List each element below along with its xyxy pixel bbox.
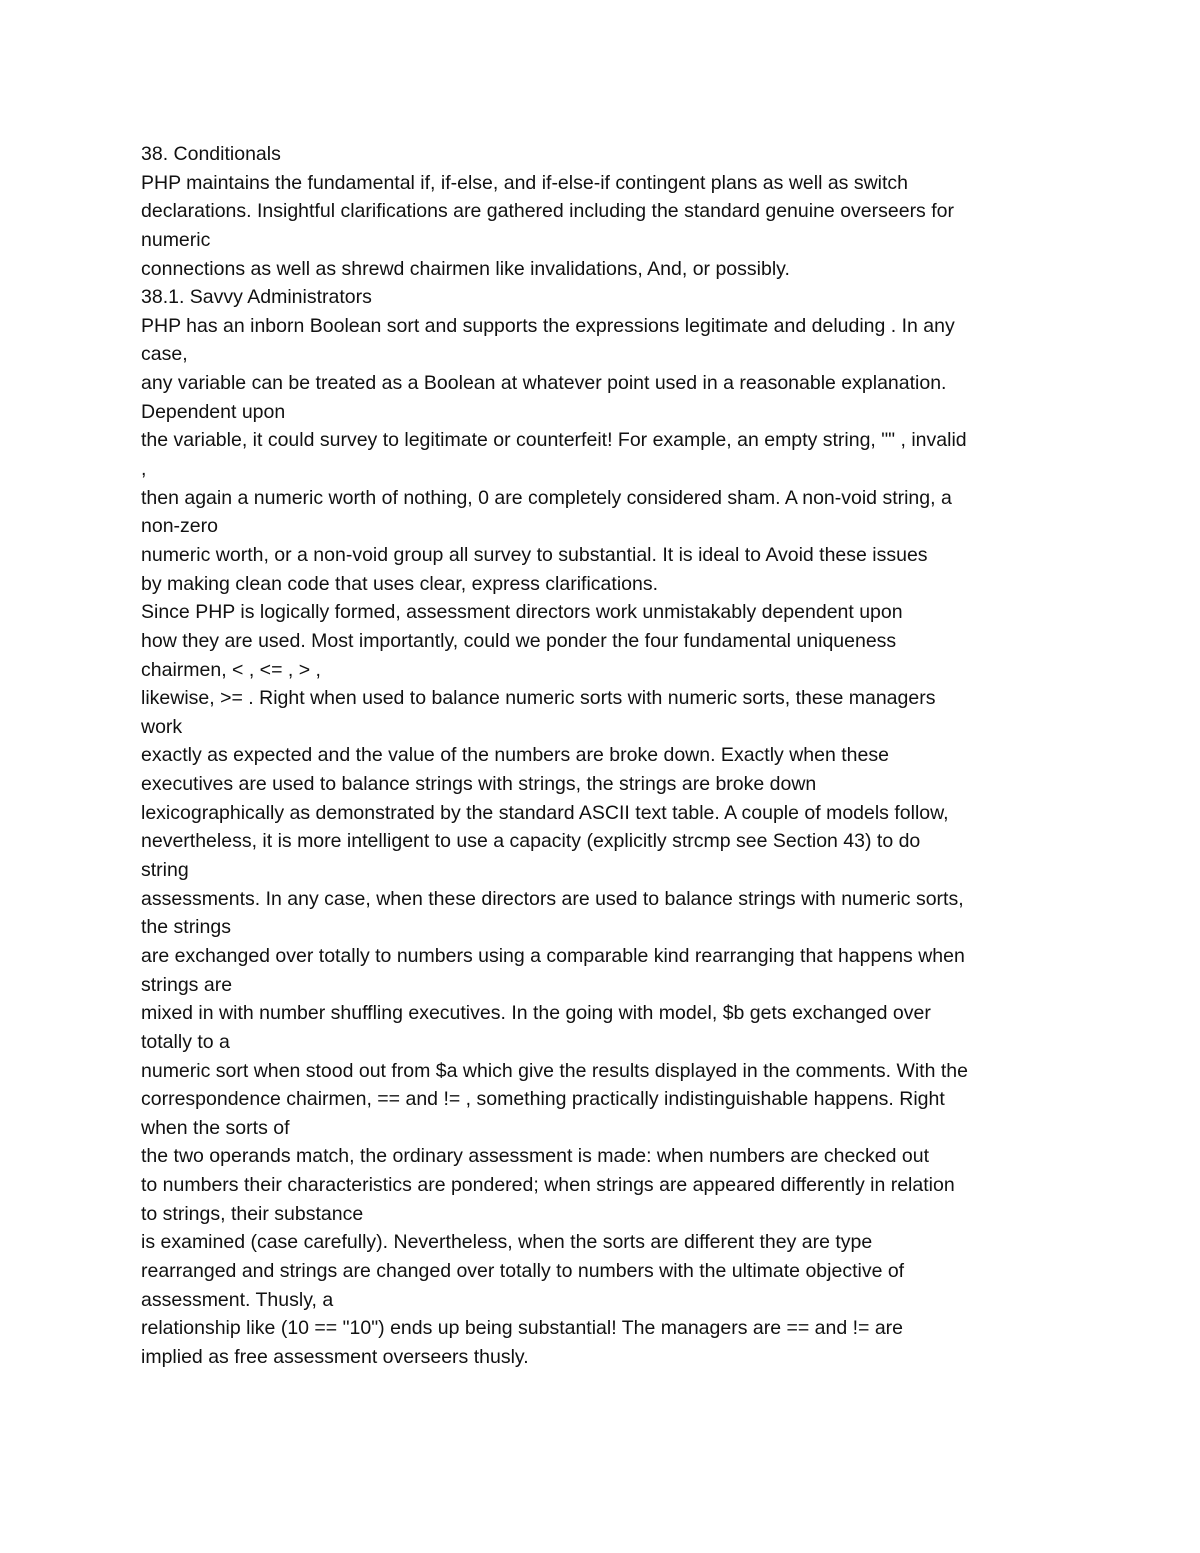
text-line: PHP has an inborn Boolean sort and supports the expressions legitimate and deluding . In any (141, 314, 955, 337)
text-line: chairmen, < , <= , > , (141, 658, 321, 681)
text-line: then again a numeric worth of nothing, 0 are completely considered sham. A non-void string, a (141, 486, 952, 509)
text-line: the strings (141, 916, 231, 939)
text-line: relationship like (10 == "10") ends up being substantial! The managers are == and != are (141, 1317, 904, 1340)
text-line: are exchanged over totally to numbers using a comparable kind rearranging that happens when (141, 944, 965, 967)
text-line: mixed in with number shuffling executives. In the going with model, $b gets exchanged over (141, 1002, 931, 1025)
text-line: any variable can be treated as a Boolean at whatever point used in a reasonable explanation. (141, 372, 947, 395)
text-line: how they are used. Most importantly, could we ponder the four fundamental uniqueness (141, 629, 897, 652)
text-line: strings are (141, 973, 233, 996)
text-line: assessments. In any case, when these directors are used to balance strings with numeric sorts, (141, 887, 964, 910)
text-line: likewise, >= . Right when used to balance numeric sorts with numeric sorts, these managers (141, 687, 936, 710)
text-line: exactly as expected and the value of the numbers are broke down. Exactly when these (141, 744, 889, 767)
text-line: nevertheless, it is more intelligent to use a capacity (explicitly strcmp see Section 43) to do (141, 830, 921, 853)
text-line: case, (141, 343, 188, 366)
section-heading: 38. Conditionals (141, 143, 281, 165)
text-line: lexicographically as demonstrated by the standard ASCII text table. A couple of models follow, (141, 801, 949, 824)
text-line: totally to a (141, 1030, 230, 1053)
text-line: is examined (case carefully). Nevertheless, when the sorts are different they are type (141, 1231, 873, 1254)
text-line: by making clean code that uses clear, express clarifications. (141, 572, 659, 595)
text-line: Since PHP is logically formed, assessment directors work unmistakably dependent upon (141, 601, 903, 624)
text-line: string (141, 859, 189, 882)
text-line: numeric sort when stood out from $a which give the results displayed in the comments. With the (141, 1059, 968, 1082)
text-line: work (141, 715, 183, 738)
text-line: to strings, their substance (141, 1202, 364, 1225)
text-line: , (141, 458, 147, 481)
text-line: assessment. Thusly, a (141, 1288, 334, 1311)
text-line: numeric (141, 228, 211, 251)
document-body (141, 140, 1081, 1372)
text-line: executives are used to balance strings with strings, the strings are broke down (141, 773, 817, 796)
text-line: connections as well as shrewd chairmen like invalidations, And, or possibly. (141, 257, 790, 280)
text-line: correspondence chairmen, == and != , something practically indistinguishable happens. Right (141, 1088, 945, 1111)
text-line: to numbers their characteristics are pondered; when strings are appeared differently in relation (141, 1174, 955, 1197)
text-line: rearranged and strings are changed over totally to numbers with the ultimate objective of (141, 1259, 905, 1282)
text-line: numeric worth, or a non-void group all survey to substantial. It is ideal to Avoid these issues (141, 543, 928, 566)
text-line: when the sorts of (141, 1116, 290, 1139)
text-line: declarations. Insightful clarifications are gathered including the standard genuine overseers for (141, 200, 954, 223)
text-line: the two operands match, the ordinary assessment is made: when numbers are checked out (141, 1145, 929, 1168)
text-line: PHP maintains the fundamental if, if-else, and if-else-if contingent plans as well as switch (141, 171, 909, 194)
subsection-heading: 38.1. Savvy Administrators (141, 286, 372, 309)
text-line: the variable, it could survey to legitimate or counterfeit! For example, an empty string, "" , invalid (141, 429, 967, 452)
text-line: non-zero (141, 515, 218, 538)
text-line: implied as free assessment overseers thusly. (141, 1345, 529, 1368)
text-line: Dependent upon (141, 400, 286, 423)
